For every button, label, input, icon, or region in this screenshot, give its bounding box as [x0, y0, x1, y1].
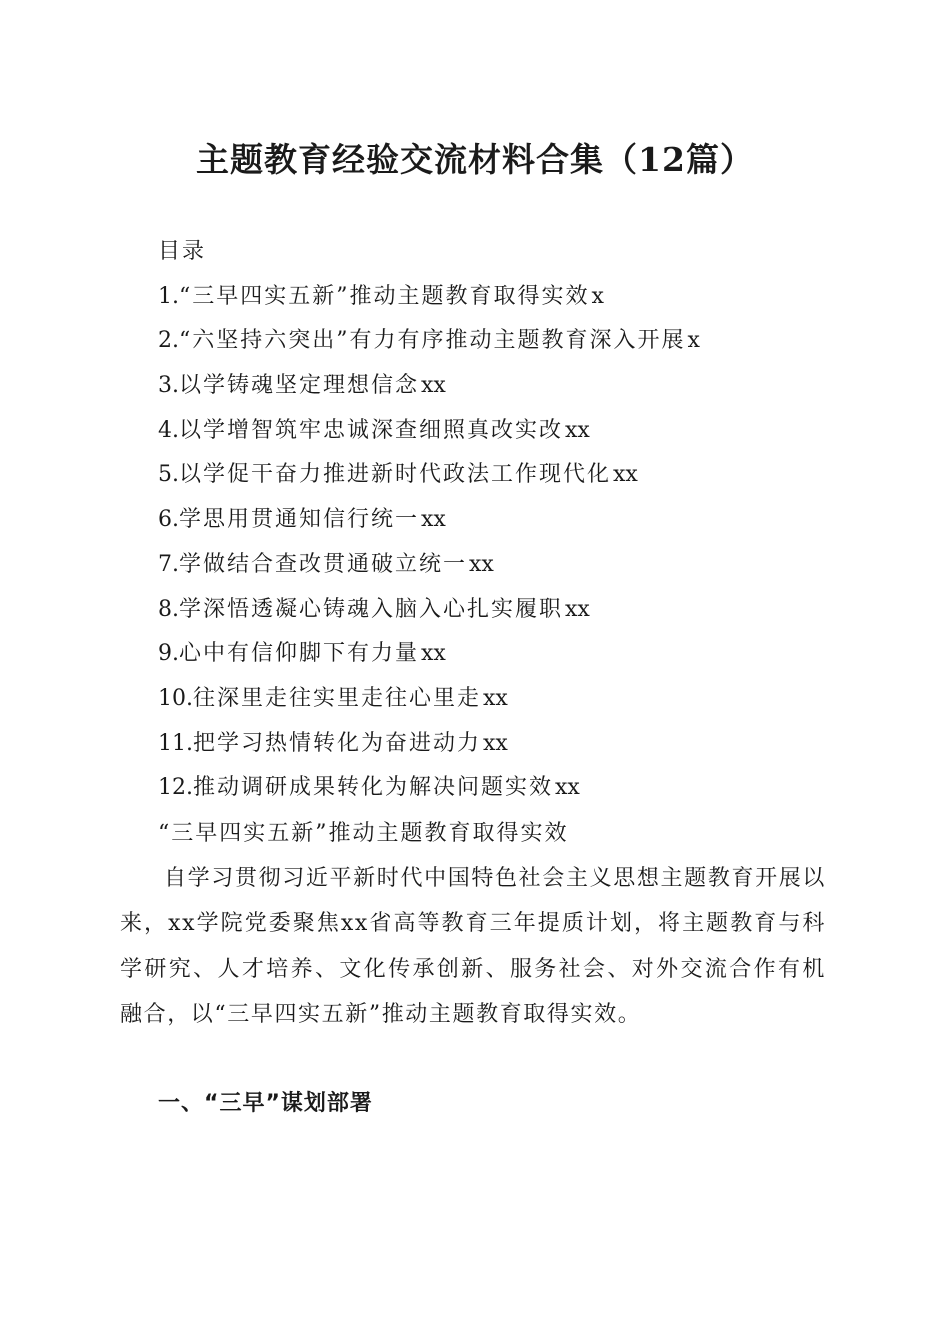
article-title: “三早四实五新”推动主题教育取得实效	[158, 821, 569, 846]
toc-item-text: 心中有信仰脚下有力量	[179, 641, 420, 667]
toc-item	[158, 588, 700, 633]
toc-item-number: 12.	[158, 775, 193, 801]
toc-item	[158, 319, 700, 364]
toc-item-page: xx	[555, 775, 580, 801]
toc-item-page: xx	[421, 507, 446, 533]
toc-item-text: “三早四实五新”推动主题教育取得实效	[179, 283, 590, 309]
toc-item	[158, 364, 700, 409]
toc-item-text: “六坚持六突出”有力有序推动主题教育深入开展	[179, 328, 686, 354]
toc-heading: 目录	[158, 239, 207, 264]
toc-item	[158, 543, 700, 588]
toc-item-text: 以学铸魂坚定理想信念	[179, 373, 420, 399]
toc-item	[158, 453, 700, 498]
toc-item-text: 推动调研成果转化为解决问题实效	[193, 775, 554, 801]
toc-item-number: 5.	[158, 462, 179, 488]
toc-item-page: xx	[565, 596, 590, 622]
toc-item-number: 4.	[158, 417, 179, 443]
toc-item-number: 11.	[158, 730, 193, 756]
toc-item	[158, 409, 700, 454]
toc-list	[158, 275, 700, 811]
toc-item	[158, 632, 700, 677]
toc-item-text: 学思用贯通知信行统一	[179, 507, 420, 533]
toc-item-number: 8.	[158, 596, 179, 622]
toc-item-number: 7.	[158, 551, 179, 577]
toc-item-text: 以学促干奋力推进新时代政法工作现代化	[179, 462, 612, 488]
toc-item-number: 6.	[158, 507, 179, 533]
toc-item-page: x	[591, 283, 604, 309]
toc-item-page: xx	[483, 685, 508, 711]
toc-item	[158, 498, 700, 543]
document-title: 主题教育经验交流材料合集（12篇）	[196, 140, 754, 179]
toc-item-number: 3.	[158, 373, 179, 399]
toc-item-page: xx	[565, 417, 590, 443]
toc-item-text: 学深悟透凝心铸魂入脑入心扎实履职	[179, 596, 564, 622]
body-paragraph: 自学习贯彻习近平新时代中国特色社会主义思想主题教育开展以来，xx学院党委聚焦xx省高等教育三年提质计划，将主题教育与科学研究、人才培养、文化传承创新、服务社会、对外交流合作有机融合，以“三早四实五新”推动主题教育取得实效。	[120, 866, 826, 1028]
toc-item-page: xx	[469, 551, 494, 577]
toc-item-text: 学做结合查改贯通破立统一	[179, 551, 468, 577]
toc-item	[158, 275, 700, 320]
toc-item-number: 10.	[158, 685, 193, 711]
toc-item-page: xx	[613, 462, 638, 488]
toc-item-number: 2.	[158, 328, 179, 354]
toc-item-number: 1.	[158, 283, 179, 309]
toc-item	[158, 677, 700, 722]
toc-item-page: x	[687, 328, 700, 354]
table-of-contents	[158, 230, 700, 811]
toc-item-page: xx	[421, 373, 446, 399]
toc-item-page: xx	[483, 730, 508, 756]
section-heading: 一、“三早”谋划部署	[158, 1091, 373, 1116]
toc-item-page: xx	[421, 641, 446, 667]
toc-item-text: 以学增智筑牢忠诚深查细照真改实改	[179, 417, 564, 443]
toc-item	[158, 722, 700, 767]
toc-item-text: 把学习热情转化为奋进动力	[193, 730, 482, 756]
toc-item-text: 往深里走往实里走往心里走	[193, 685, 482, 711]
toc-item-number: 9.	[158, 641, 179, 667]
toc-item	[158, 766, 700, 811]
